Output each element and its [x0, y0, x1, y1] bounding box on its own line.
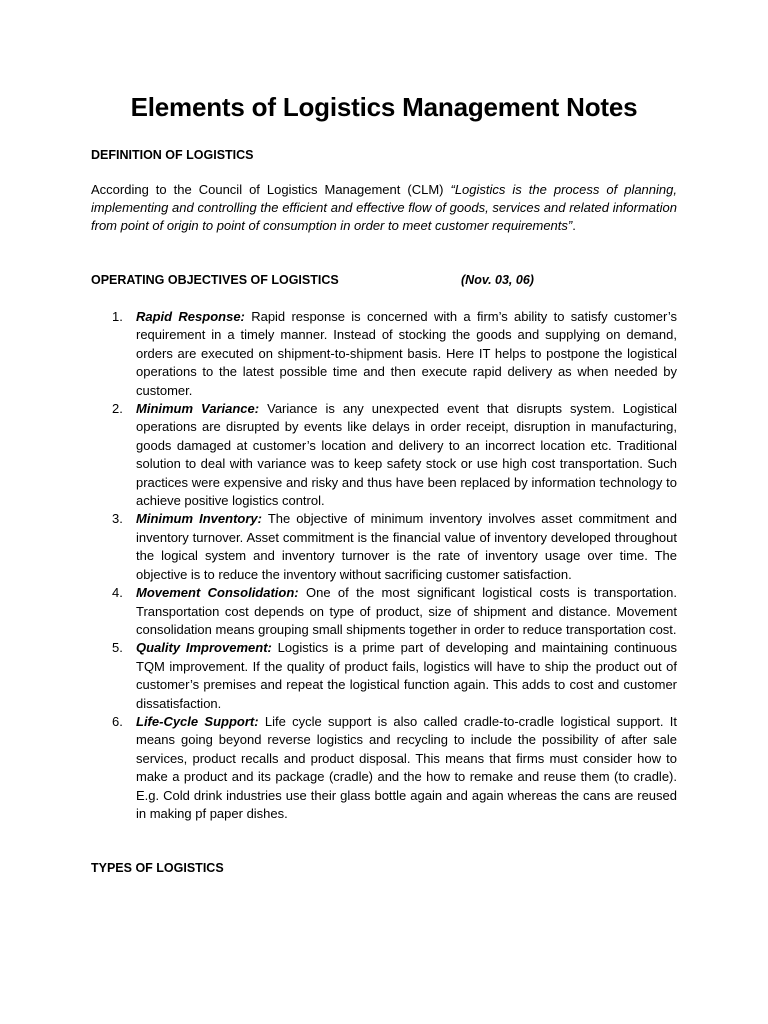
list-item-number: 5. [112, 640, 123, 656]
list-item-text: Life cycle support is also called cradle-to-cradle logistical support. It means going beyond reverse logistics and recycling to include the possibility of after sale services, product recalls and product disposal. This means that firms must consider how to make a product and its package (cradle) and the how to remake and reuse them (to cradle). E.g. Cold drink industries use their glass bottle again and again whereas the cans are reused in making pf paper dishes. [136, 713, 677, 821]
list-item [91, 510, 677, 584]
list-item-term: Minimum Variance: [136, 401, 260, 417]
list-item-term: Quality Improvement: [136, 640, 272, 656]
definition-end: . [572, 218, 576, 234]
list-item-text: One of the most significant logistical costs is transportation. Transportation cost depends on type of product, size of shipment and distance. Movement consolidation means grouping small shipments together in order to reduce transportation cost. [136, 585, 677, 637]
list-item-text: Rapid response is concerned with a firm’s ability to satisfy customer’s requirement in a timely manner. Instead of stocking the goods and supplying on demand, orders are executed on shipment-to-shipment basis. Here IT helps to postpone the logistical operations to the latest possible time and then execute rapid delivery as when needed by customer. [136, 309, 678, 398]
list-item-term: Life-Cycle Support: [136, 713, 259, 729]
list-item-number: 6. [112, 713, 123, 729]
list-item-term: Movement Consolidation: [136, 585, 299, 601]
objectives-heading-text: OPERATING OBJECTIVES OF LOGISTICS [91, 273, 339, 287]
list-item [91, 400, 677, 510]
list-item-term: Rapid Response: [136, 309, 245, 324]
definition-quote: “Logistics is the process of planning, implementing and controlling the efficient and effective flow of goods, services and related information from point of origin to point of consumption in order to meet customer requirements” [91, 182, 677, 234]
objectives-heading [91, 273, 591, 287]
list-item-number: 1. [112, 309, 123, 324]
list-item [91, 713, 677, 823]
list-item-text: The objective of minimum inventory involves asset commitment and inventory turnover. Asset commitment is the financial value of inventory developed throughout the logical system and inventory turnover is the rate of inventory usage over time. The objective is to reduce the inventory without sacrificing customer satisfaction. [136, 511, 678, 582]
list-item-number: 2. [112, 401, 123, 417]
definition-heading: DEFINITION OF LOGISTICS [91, 148, 254, 162]
list-item [91, 308, 677, 400]
types-heading: TYPES OF LOGISTICS [91, 861, 224, 875]
list-item-term: Minimum Inventory: [136, 511, 262, 527]
page-title: Elements of Logistics Management Notes [130, 92, 638, 122]
list-item [91, 639, 677, 713]
definition-paragraph [91, 181, 677, 236]
list-item-text: Variance is any unexpected event that disrupts system. Logistical operations are disrupted by events like delays in order receipt, disruption in manufacturing, goods damaged at customer’s location and delivery to an incorrect location etc. Traditional solution to deal with variance was to keep safety stock or use high cost transportation. Such practices were expensive and risky and thus have been replaced by information technology to achieve positive logistics control. [136, 401, 677, 509]
list-item [91, 584, 677, 639]
list-item-text: Logistics is a prime part of developing and maintaining continuous TQM improvement. If the quality of product fails, logistics will have to ship the product out of customer’s premises and repeat the logistical function again. This adds to cost and customer dissatisfaction. [136, 640, 677, 711]
objectives-list [91, 308, 677, 823]
list-item-number: 3. [112, 511, 123, 527]
objectives-date: (Nov. 03, 06) [461, 273, 534, 287]
list-item-number: 4. [112, 585, 123, 601]
definition-intro-text: According to the Council of Logistics Management (CLM) [91, 182, 451, 197]
